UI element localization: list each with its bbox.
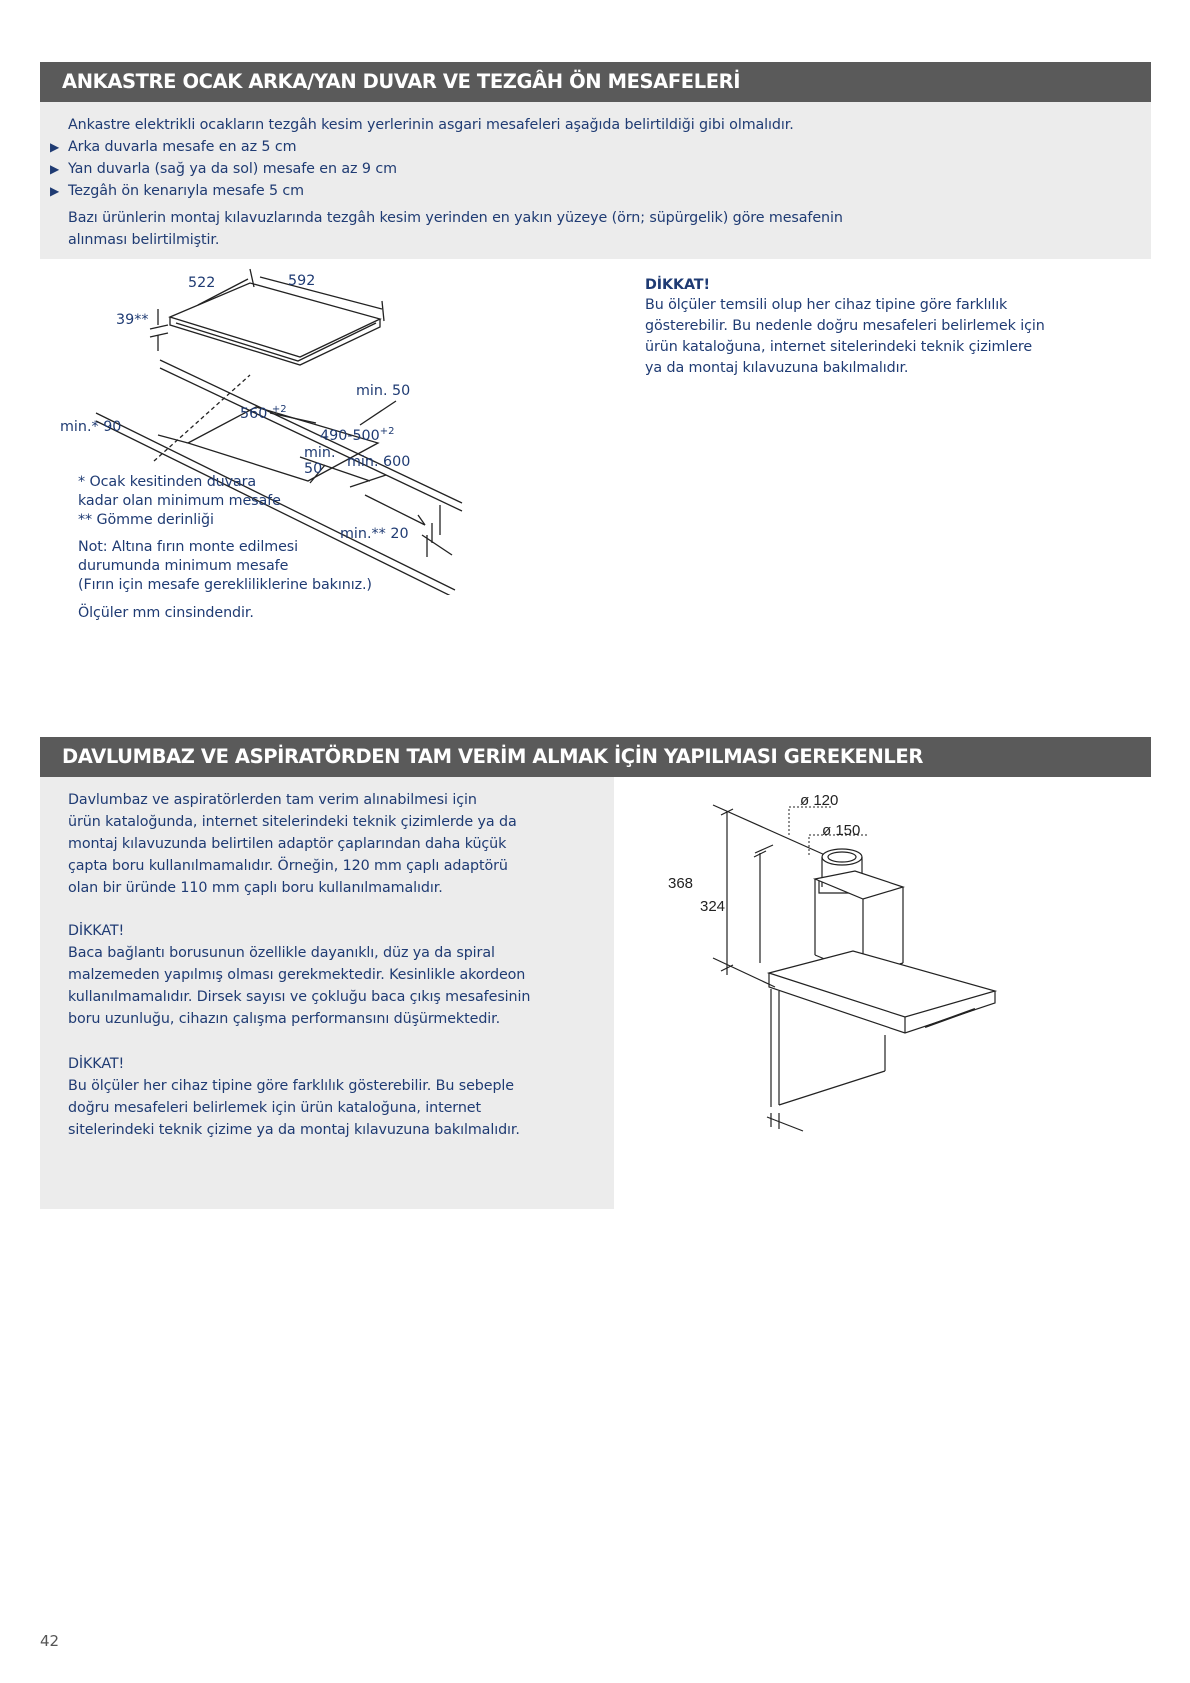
footnote: * Ocak kesitinden duvara (78, 474, 257, 490)
oven-note: (Fırın için mesafe gerekliliklerine bakınız.) (78, 577, 372, 593)
hood-para: montaj kılavuzunda belirtilen adaptör çaplarından daha küçük (68, 836, 507, 852)
section-title-hob: ANKASTRE OCAK ARKA/YAN DUVAR VE TEZGÂH ÖN MESAFELERİ (40, 62, 1151, 102)
note-line: Bazı ürünlerin montaj kılavuzlarında tezgâh kesim yerinden en yakın yüzeye (örn; süpürgelik) göre mesafenin (68, 210, 843, 226)
intro-text: Ankastre elektrikli ocakların tezgâh kesim yerlerinin asgari mesafeleri aşağıda belirtildiği gibi olmalıdır. (68, 117, 794, 133)
dim-label: 50 (304, 461, 323, 477)
hood-para: olan bir üründe 110 mm çaplı boru kullanılmamalıdır. (68, 880, 443, 896)
warning-line: boru uzunluğu, cihazın çalışma performansını düşürmektedir. (68, 1011, 501, 1027)
warning-title: DİKKAT! (68, 923, 125, 939)
section-title-hood: DAVLUMBAZ VE ASPİRATÖRDEN TAM VERİM ALMAK İÇİN YAPILMASI GEREKENLER (40, 737, 1151, 777)
page-number: 42 (40, 1632, 60, 1650)
warning-line: malzemeden yapılmış olması gerekmektedir. Kesinlikle akordeon (68, 967, 526, 983)
warning-line: kullanılmamalıdır. Dirsek sayısı ve çokluğu baca çıkış mesafesinin (68, 989, 531, 1005)
units-note: Ölçüler mm cinsindendir. (78, 605, 254, 621)
dim-label: min.* 90 (60, 419, 122, 435)
warning-line: ürün kataloğuna, internet sitelerindeki teknik çizimlere (645, 339, 1033, 355)
dim-label: min. 600 (347, 454, 411, 470)
warning-title: DİKKAT! (645, 277, 710, 293)
bullet-arrow-icon: ▶ (50, 140, 60, 154)
warning-line: ya da montaj kılavuzuna bakılmalıdır. (645, 360, 909, 376)
bullet-item: Tezgâh ön kenarıyla mesafe 5 cm (68, 183, 305, 199)
footnote: ** Gömme derinliği (78, 512, 214, 528)
dim-label: ø 120 (800, 792, 839, 809)
hood-para: Davlumbaz ve aspiratörlerden tam verim alınabilmesi için (68, 792, 477, 808)
dim-label: ø 150 (822, 822, 861, 839)
bullet-arrow-icon: ▶ (50, 184, 60, 198)
hood-para: çapta boru kullanılmamalıdır. Örneğin, 120 mm çaplı adaptörü (68, 858, 508, 874)
bullet-item: Yan duvarla (sağ ya da sol) mesafe en az 9 cm (68, 161, 397, 177)
dim-label: $490-500^{+2}$ (320, 426, 395, 444)
warning-line: sitelerindeki teknik çizime ya da montaj kılavuzuna bakılmalıdır. (68, 1122, 520, 1138)
dim-label: 39** (116, 312, 149, 328)
warning-line: gösterebilir. Bu nedenle doğru mesafeleri belirlemek için (645, 318, 1045, 334)
dim-label: 592 (288, 273, 316, 289)
dim-label: 324 (700, 898, 726, 915)
dim-label: min. (304, 445, 336, 461)
warning-line: Baca bağlantı borusunun özellikle dayanıklı, düz ya da spiral (68, 945, 495, 961)
oven-note: durumunda minimum mesafe (78, 558, 289, 574)
hood-diagram (705, 795, 1025, 1150)
dim-label: min. 50 (356, 383, 411, 399)
footnote: kadar olan minimum mesafe (78, 493, 281, 509)
hood-para: ürün kataloğunda, internet sitelerindeki teknik çizimlerde ya da (68, 814, 517, 830)
oven-note: Not: Altına fırın monte edilmesi (78, 539, 299, 555)
dim-label: 560 $^{+2}$ (240, 404, 287, 422)
note-line: alınması belirtilmiştir. (68, 232, 220, 248)
warning-line: Bu ölçüler temsili olup her cihaz tipine göre farklılık (645, 297, 1008, 313)
bullet-arrow-icon: ▶ (50, 162, 60, 176)
bullet-item: Arka duvarla mesafe en az 5 cm (68, 139, 297, 155)
dim-label: 368 (668, 875, 694, 892)
warning-title: DİKKAT! (68, 1056, 125, 1072)
warning-line: Bu ölçüler her cihaz tipine göre farklılık gösterebilir. Bu sebeple (68, 1078, 514, 1094)
dim-label: 522 (188, 275, 216, 291)
warning-line: doğru mesafeleri belirlemek için ürün kataloğuna, internet (68, 1100, 481, 1116)
dim-label: min.** 20 (340, 526, 409, 542)
